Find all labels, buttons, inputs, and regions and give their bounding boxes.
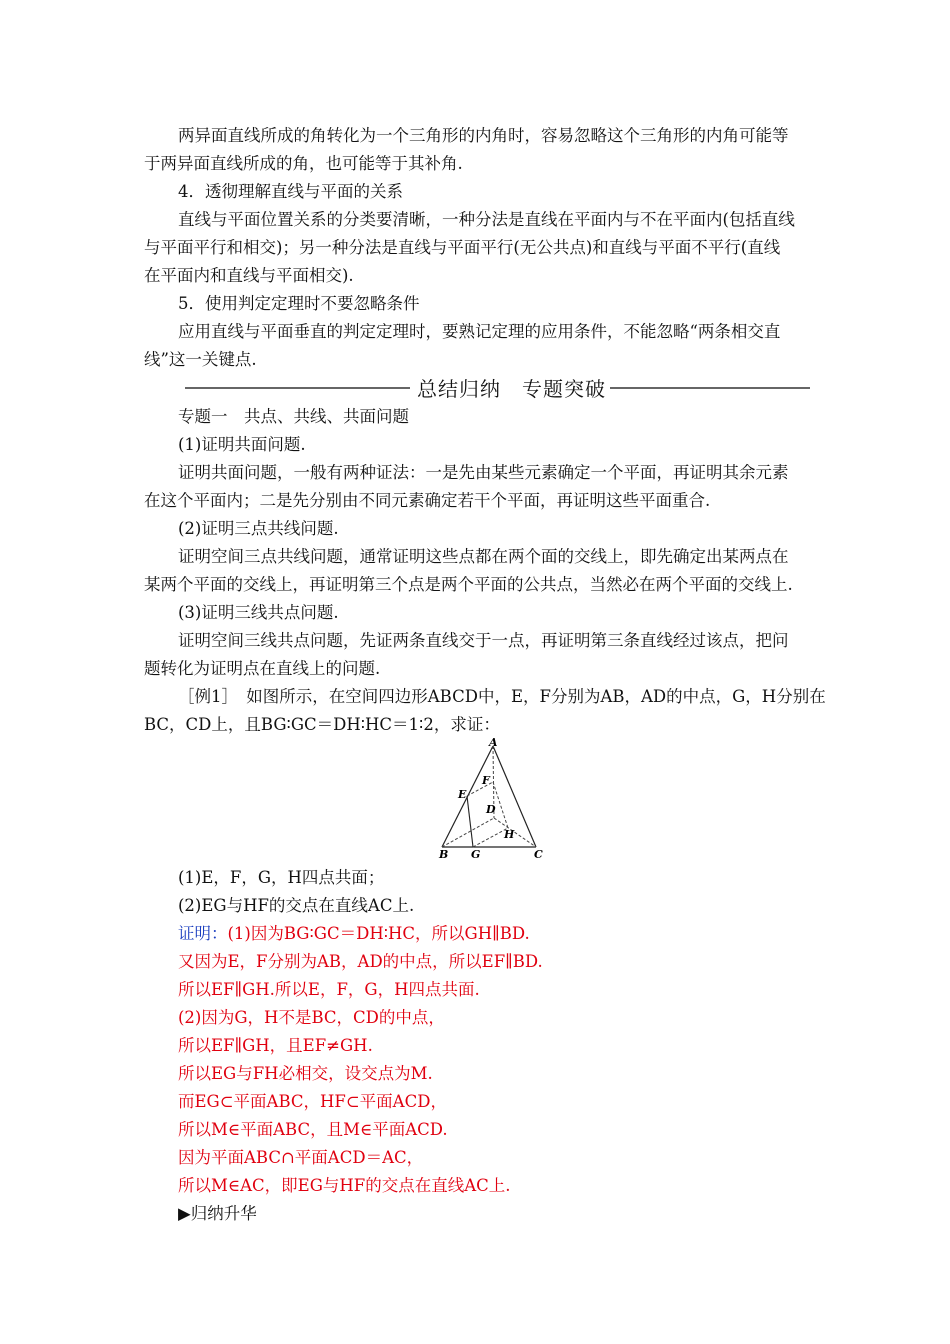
question-1: (1)E，F，G，H四点共面； (178, 868, 385, 887)
label-f: F (482, 774, 490, 787)
proof-line: (2)因为G，H不是BC，CD的中点， (178, 1008, 445, 1027)
paragraph-line: 应用直线与平面垂直的判定定理时，要熟记定理的应用条件，不能忽略“两条相交直 (178, 322, 781, 341)
paragraph-line: 证明空间三线共点问题，先证两条直线交于一点，再证明第三条直线经过该点，把问 (178, 631, 789, 650)
paragraph-line: 在平面内和直线与平面相交). (144, 266, 354, 285)
item5-heading: 5．使用判定定理时不要忽略条件 (178, 294, 420, 313)
paragraph-line: 于两异面直线所成的角，也可能等于其补角. (144, 154, 463, 173)
label-h: H (504, 828, 515, 841)
proof-label: 证明： (178, 924, 228, 943)
item4-heading: 4．透彻理解直线与平面的关系 (178, 182, 403, 201)
label-g: G (471, 848, 481, 860)
paragraph-line: 线”这一关键点. (144, 350, 257, 369)
label-d: D (486, 803, 496, 816)
label-c: C (534, 848, 543, 860)
paragraph-line: 直线与平面位置关系的分类要清晰，一种分法是直线在平面内与不在平面内(包括直线 (178, 210, 795, 229)
divider-rule-right (610, 387, 810, 389)
label-a: A (489, 736, 498, 749)
subheading: (2)证明三点共线问题. (178, 519, 339, 538)
summary-heading: ▶归纳升华 (178, 1204, 257, 1223)
proof-line: 又因为E，F分别为AB，AD的中点，所以EF∥BD. (178, 952, 543, 971)
subheading: (3)证明三线共点问题. (178, 603, 339, 622)
paragraph-line: 与平面平行和相交)；另一种分法是直线与平面平行(无公共点)和直线与平面不平行(直线 (144, 238, 781, 257)
proof-line: 所以EF∥GH，且EF≠GH. (178, 1036, 373, 1055)
label-e: E (458, 788, 467, 801)
topic1-heading: 专题一 共点、共线、共面问题 (178, 407, 409, 426)
section-title: 总结归纳 专题突破 (417, 377, 606, 401)
paragraph-line: 两异面直线所成的角转化为一个三角形的内角时，容易忽略这个三角形的内角可能等 (178, 126, 789, 145)
tetrahedron-figure (436, 736, 546, 860)
proof-line: 所以M∈平面ABC，且M∈平面ACD. (178, 1120, 448, 1139)
paragraph-line: 证明共面问题，一般有两种证法：一是先由某些元素确定一个平面，再证明其余元素 (178, 463, 789, 482)
proof-line: 所以M∈AC，即EG与HF的交点在直线AC上. (178, 1176, 511, 1195)
example-line: BC，CD上，且BG∶GC＝DH∶HC＝1∶2，求证： (144, 715, 500, 734)
example-line: ［例1］ 如图所示，在空间四边形ABCD中，E，F分别为AB，AD的中点，G，H分别在 (178, 687, 826, 706)
edge-ac (493, 746, 536, 847)
paragraph-line: 在这个平面内；二是先分别由不同元素确定若干个平面，再证明这些平面重合. (144, 491, 711, 510)
paragraph-line: 某两个平面的交线上，再证明第三个点是两个平面的公共点，当然必在两个平面的交线上. (144, 575, 793, 594)
segment-gh (473, 828, 508, 847)
question-2: (2)EG与HF的交点在直线AC上. (178, 896, 415, 915)
label-b: B (439, 848, 449, 860)
divider-rule-left (185, 387, 410, 389)
proof-line: 所以EF∥GH.所以E，F，G，H四点共面. (178, 980, 480, 999)
proof-line: 因为平面ABC∩平面ACD＝AC， (178, 1148, 424, 1167)
section-divider (185, 375, 810, 401)
segment-eg (467, 796, 473, 847)
proof-line: 所以EG与FH必相交，设交点为M. (178, 1064, 433, 1083)
proof-first-line (178, 922, 530, 946)
proof-line: (1)因为BG∶GC＝DH∶HC，所以GH∥BD. (227, 924, 530, 943)
proof-line: 而EG⊂平面ABC，HF⊂平面ACD， (178, 1092, 447, 1111)
paragraph-line: 证明空间三点共线问题，通常证明这些点都在两个面的交线上，即先确定出某两点在 (178, 547, 789, 566)
subheading: (1)证明共面问题. (178, 435, 306, 454)
paragraph-line: 题转化为证明点在直线上的问题. (144, 659, 381, 678)
